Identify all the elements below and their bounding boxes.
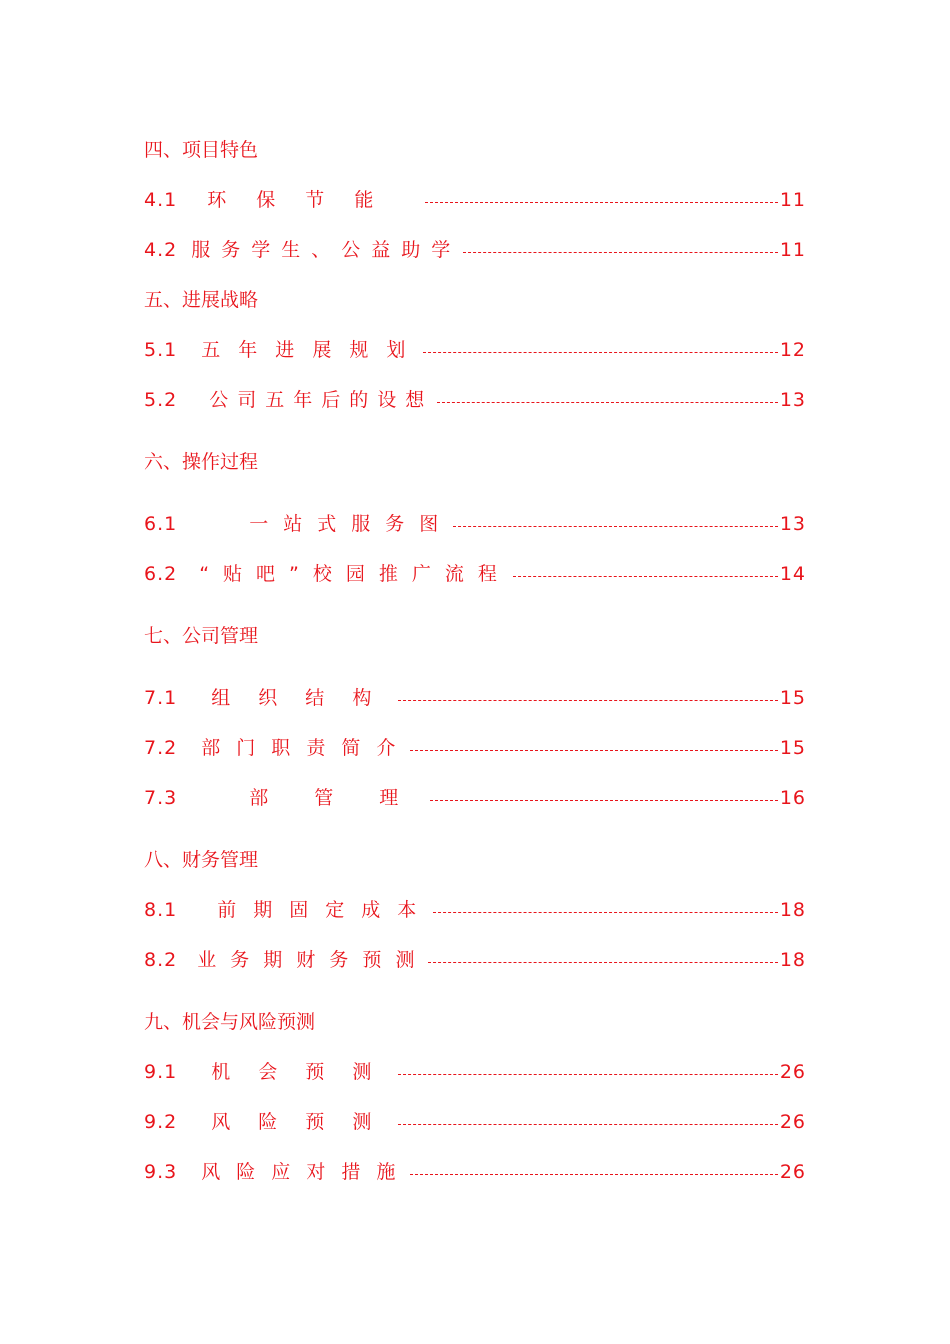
toc-entry-9-3[interactable]: [144, 1159, 806, 1185]
dotted-leader: [430, 800, 778, 801]
entry-title: 部 管 理: [249, 787, 419, 809]
entry-number: 9.1: [144, 1061, 178, 1083]
entry-title: 风 险 预 测: [211, 1111, 383, 1133]
entry-title: 前期固定成本: [217, 899, 434, 921]
section-heading-8: 八、财务管理: [144, 849, 259, 871]
entry-page-number: 14: [779, 563, 806, 585]
entry-number: 9.3: [144, 1161, 178, 1183]
entry-title: 公司五年后的设想: [209, 389, 434, 411]
dotted-leader: [425, 202, 777, 203]
section-heading-9: 九、机会与风险预测: [144, 1011, 316, 1033]
entry-number: 9.2: [144, 1111, 178, 1133]
section-heading-6: 六、操作过程: [144, 451, 259, 473]
dotted-leader: [463, 252, 778, 253]
entry-number: 7.2: [144, 737, 178, 759]
entry-page-number: 26: [779, 1111, 806, 1133]
entry-page-number: 13: [779, 389, 806, 411]
entry-number: 7.1: [144, 687, 178, 709]
dotted-leader: [410, 750, 777, 751]
toc-entry-6-1[interactable]: [144, 511, 806, 537]
toc-entry-5-1[interactable]: [144, 337, 806, 363]
entry-title: 服务学生、公益助学: [191, 239, 462, 261]
entry-number: 7.3: [144, 787, 178, 809]
dotted-leader: [433, 912, 778, 913]
toc-entry-8-2[interactable]: [144, 947, 806, 973]
entry-page-number: 11: [779, 189, 806, 211]
dotted-leader: [410, 1174, 777, 1175]
entry-number: 4.2: [144, 239, 178, 261]
toc-entry-9-2[interactable]: [144, 1109, 806, 1135]
entry-title: 五 年 进 展 规 划: [201, 339, 412, 361]
toc-entry-9-1[interactable]: [144, 1059, 806, 1085]
dotted-leader: [513, 576, 778, 577]
dotted-leader: [398, 1074, 777, 1075]
entry-number: 4.1: [144, 189, 178, 211]
entry-title: 部 门 职 责 简 介: [201, 737, 401, 759]
entry-page-number: 26: [779, 1061, 806, 1083]
toc-entry-4-2[interactable]: [144, 237, 806, 263]
dotted-leader: [398, 700, 777, 701]
section-heading-4: 四、项目特色: [144, 139, 259, 161]
toc-entry-6-2[interactable]: [144, 561, 806, 587]
entry-number: 5.1: [144, 339, 178, 361]
toc-entry-8-1[interactable]: [144, 897, 806, 923]
entry-page-number: 11: [779, 239, 806, 261]
entry-number: 6.1: [144, 513, 178, 535]
entry-page-number: 18: [779, 899, 806, 921]
entry-title: 一站式服务图: [249, 513, 454, 535]
dotted-leader: [398, 1124, 777, 1125]
entry-number: 6.2: [144, 563, 178, 585]
toc-entry-7-1[interactable]: [144, 685, 806, 711]
entry-title: 环 保 节 能: [207, 189, 386, 211]
entry-number: 5.2: [144, 389, 178, 411]
dotted-leader: [428, 962, 777, 963]
entry-page-number: 26: [779, 1161, 806, 1183]
entry-page-number: 12: [779, 339, 806, 361]
dotted-leader: [437, 402, 778, 403]
entry-title: 业 务 期 财 务 预 测: [197, 949, 419, 971]
entry-number: 8.1: [144, 899, 178, 921]
dotted-leader: [453, 526, 778, 527]
entry-title: “贴吧”校园推广流程: [199, 563, 511, 585]
entry-title: 风 险 应 对 措 施: [201, 1161, 401, 1183]
entry-title: 机 会 预 测: [211, 1061, 383, 1083]
entry-page-number: 13: [779, 513, 806, 535]
toc-entry-7-3[interactable]: [144, 785, 806, 811]
entry-page-number: 16: [779, 787, 806, 809]
section-heading-7: 七、公司管理: [144, 625, 259, 647]
section-heading-5: 五、进展战略: [144, 289, 259, 311]
entry-title: 组 织 结 构: [211, 687, 383, 709]
entry-page-number: 15: [779, 737, 806, 759]
dotted-leader: [423, 352, 777, 353]
entry-page-number: 18: [779, 949, 806, 971]
toc-entry-4-1[interactable]: [144, 187, 806, 213]
toc-entry-7-2[interactable]: [144, 735, 806, 761]
entry-number: 8.2: [144, 949, 178, 971]
toc-entry-5-2[interactable]: [144, 387, 806, 413]
entry-page-number: 15: [779, 687, 806, 709]
